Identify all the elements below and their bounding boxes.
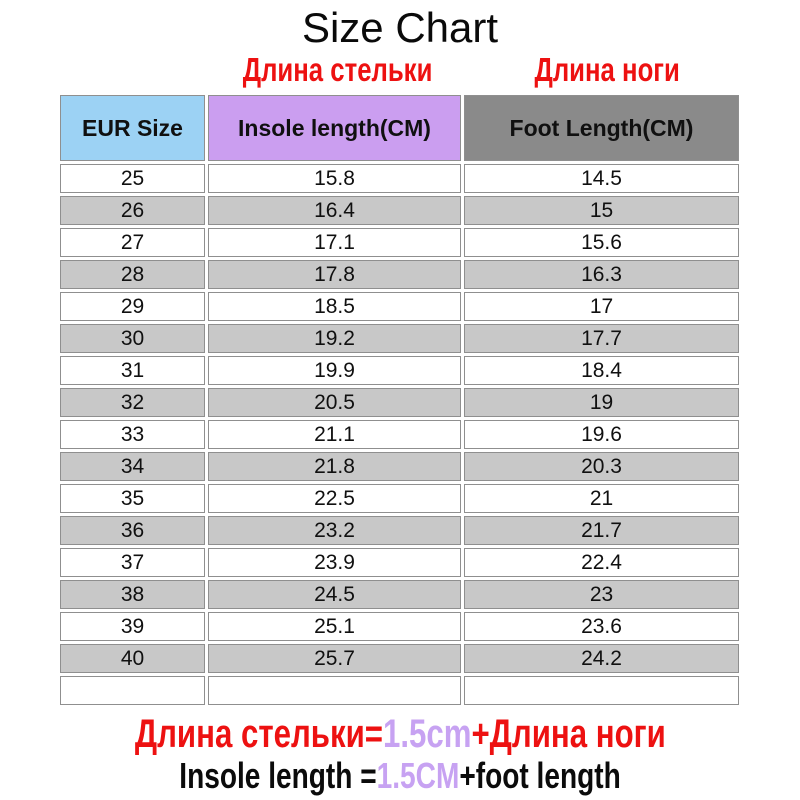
table-row [60,356,739,385]
table-row [60,196,739,225]
column-labels-row [57,52,748,92]
table-cell: 17.8 [208,260,461,289]
table-cell: 19.6 [464,420,739,449]
formula-ru-suffix: +Длина ноги [471,712,666,756]
table-header-row [60,95,739,161]
table-cell: 17 [464,292,739,321]
header-cell-eur-size: EUR Size [60,95,205,161]
table-cell: 40 [60,644,205,673]
size-chart-table [57,92,742,708]
table-cell: 29 [60,292,205,321]
table-row [60,516,739,545]
table-cell: 24.2 [464,644,739,673]
table-cell: 23.9 [208,548,461,577]
table-cell: 33 [60,420,205,449]
header-cell-foot-length: Foot Length(CM) [464,95,739,161]
table-row [60,324,739,353]
table-cell: 34 [60,452,205,481]
table-cell: 39 [60,612,205,641]
table-cell [464,676,739,705]
table-cell: 36 [60,516,205,545]
foot-column-label-wrap [467,51,748,89]
footer-formulas [0,712,800,796]
table-cell: 31 [60,356,205,385]
table-cell: 21.8 [208,452,461,481]
table-cell: 27 [60,228,205,257]
table-row [60,612,739,641]
insole-column-label-wrap [208,51,467,89]
table-cell: 22.5 [208,484,461,513]
table-cell: 30 [60,324,205,353]
table-cell: 26 [60,196,205,225]
table-cell: 22.4 [464,548,739,577]
formula-line-ru [0,712,800,756]
table-cell: 20.3 [464,452,739,481]
table-cell: 19.9 [208,356,461,385]
table-cell: 25.7 [208,644,461,673]
table-cell: 18.5 [208,292,461,321]
table-cell: 14.5 [464,164,739,193]
table-cell: 38 [60,580,205,609]
table-row [60,676,739,705]
table-cell: 21 [464,484,739,513]
table-cell: 16.3 [464,260,739,289]
table-row [60,644,739,673]
formula-en-suffix: +foot length [459,755,621,796]
table-cell: 32 [60,388,205,417]
table-cell: 15.8 [208,164,461,193]
table-row [60,484,739,513]
page-title: Size Chart [301,4,499,51]
table-cell: 17.1 [208,228,461,257]
table-body [60,164,739,705]
table-row [60,452,739,481]
table-cell: 23.6 [464,612,739,641]
formula-en-prefix: Insole length = [179,755,377,796]
table-cell [60,676,205,705]
table-row [60,228,739,257]
table-row [60,580,739,609]
table-cell: 20.5 [208,388,461,417]
insole-length-label-ru: Длина стельки [242,51,433,88]
table-cell: 19.2 [208,324,461,353]
table-cell: 16.4 [208,196,461,225]
table-row [60,548,739,577]
table-cell: 37 [60,548,205,577]
table-cell: 21.1 [208,420,461,449]
table-cell [208,676,461,705]
table-cell: 25 [60,164,205,193]
table-cell: 15 [464,196,739,225]
table-row [60,260,739,289]
formula-ru-highlight: 1.5cm [382,712,472,756]
table-cell: 17.7 [464,324,739,353]
table-cell: 15.6 [464,228,739,257]
table-row [60,420,739,449]
table-row [60,388,739,417]
table-cell: 28 [60,260,205,289]
formula-ru-prefix: Длина стельки= [134,712,383,756]
table-cell: 35 [60,484,205,513]
table-row [60,164,739,193]
formula-en-highlight: 1.5CM [376,755,460,796]
table-cell: 18.4 [464,356,739,385]
table-cell: 19 [464,388,739,417]
table-cell: 24.5 [208,580,461,609]
foot-length-label-ru: Длина ноги [534,51,681,88]
table-cell: 23 [464,580,739,609]
table-cell: 21.7 [464,516,739,545]
header-cell-insole-length: Insole length(CM) [208,95,461,161]
table-row [60,292,739,321]
table-cell: 23.2 [208,516,461,545]
formula-line-en [0,756,800,796]
table-cell: 25.1 [208,612,461,641]
